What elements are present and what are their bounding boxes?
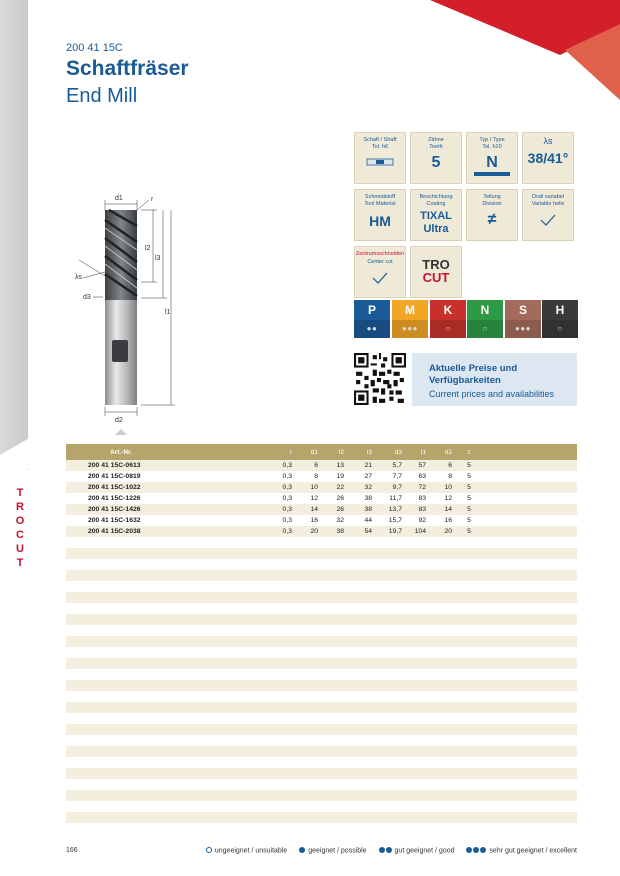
legend-text: ungeeignet / unsuitable bbox=[212, 847, 288, 855]
table-cell: 5 bbox=[467, 506, 471, 513]
table-cell: 10 bbox=[444, 484, 452, 491]
shaft-box: Schaft / Shaft Tol. h6 bbox=[354, 132, 406, 184]
type-box: Typ / Type Tol. h10 N bbox=[466, 132, 518, 184]
rating-dot-icon bbox=[379, 847, 385, 853]
table-cell: 26 bbox=[336, 506, 344, 513]
material-s bbox=[505, 300, 541, 338]
table-cell: 8 bbox=[314, 473, 318, 480]
table-cell: 10 bbox=[310, 484, 318, 491]
article-number: 200 41 15C-1022 bbox=[88, 484, 141, 491]
table-cell: 13,7 bbox=[388, 506, 402, 513]
table-cell: 5 bbox=[467, 484, 471, 491]
center-cut-box: Zentrumsschneiden Center cut bbox=[354, 246, 406, 298]
qr-code[interactable] bbox=[354, 353, 406, 405]
brand-letter: R bbox=[16, 501, 24, 513]
gray-band bbox=[0, 0, 28, 470]
table-cell: 5 bbox=[467, 495, 471, 502]
column-header: d1 bbox=[310, 448, 318, 456]
table-cell: 83 bbox=[418, 506, 426, 513]
article-table bbox=[66, 444, 577, 537]
rating-dot-icon bbox=[466, 847, 472, 853]
column-header: d2 bbox=[444, 448, 452, 456]
table-cell: 26 bbox=[336, 495, 344, 502]
material-letter: K bbox=[430, 300, 466, 320]
title-german: Schaftfräser bbox=[66, 57, 189, 80]
table-cell: 92 bbox=[418, 517, 426, 524]
article-number: 200 41 15C-2038 bbox=[88, 528, 141, 535]
rating-dot-icon bbox=[480, 847, 486, 853]
end-mill-drawing bbox=[75, 190, 205, 435]
table-cell: 63 bbox=[418, 473, 426, 480]
label-lambda: λs bbox=[75, 274, 82, 281]
rating-dot-icon bbox=[206, 847, 212, 853]
table-cell: 27 bbox=[364, 473, 372, 480]
page-header bbox=[66, 42, 189, 108]
table-cell: 6 bbox=[448, 462, 452, 469]
corner-decoration bbox=[430, 0, 620, 100]
column-header: Art.-Nr. bbox=[110, 448, 133, 456]
table-cell: 6 bbox=[314, 462, 318, 469]
column-header: z bbox=[467, 448, 471, 456]
article-number: 200 41 15C-0613 bbox=[88, 462, 141, 469]
table-cell: 44 bbox=[364, 517, 372, 524]
brand-letter: O bbox=[15, 515, 25, 527]
article-number: 200 41 15C-1426 bbox=[88, 506, 141, 513]
table-cell: 38 bbox=[364, 506, 372, 513]
article-number: 200 41 15C-1226 bbox=[88, 495, 141, 502]
page-number: 166 bbox=[66, 847, 78, 854]
checkmark-icon bbox=[371, 271, 389, 285]
brand-letter: T bbox=[16, 557, 24, 569]
table-cell: 0,3 bbox=[282, 506, 292, 513]
table-cell: 13 bbox=[336, 462, 344, 469]
table-row bbox=[66, 460, 577, 471]
table-cell: 0,3 bbox=[282, 528, 292, 535]
material-k bbox=[430, 300, 466, 338]
helix-box: λs 38/41° bbox=[522, 132, 574, 184]
table-cell: 11,7 bbox=[389, 495, 402, 502]
material-rating: ●●● bbox=[505, 320, 541, 338]
trocut-vertical-label bbox=[12, 486, 28, 570]
label-d2: d2 bbox=[115, 417, 123, 424]
table-cell: 83 bbox=[418, 495, 426, 502]
legend-text: sehr gut geeignet / excellent bbox=[487, 847, 577, 855]
table-cell: 19,7 bbox=[388, 528, 402, 535]
table-cell: 5 bbox=[467, 473, 471, 480]
table-row bbox=[66, 471, 577, 482]
table-cell: 72 bbox=[418, 484, 426, 491]
table-cell: 5 bbox=[467, 462, 471, 469]
left-side-band bbox=[0, 0, 30, 876]
table-cell: 54 bbox=[364, 528, 372, 535]
material-letter: P bbox=[354, 300, 390, 320]
label-l1: l1 bbox=[165, 309, 171, 316]
table-cell: 16 bbox=[444, 517, 452, 524]
table-cell: 21 bbox=[364, 462, 372, 469]
rating-dot-icon bbox=[299, 847, 305, 853]
table-row bbox=[66, 482, 577, 493]
table-cell: 14 bbox=[310, 506, 318, 513]
shaft-icon bbox=[365, 155, 395, 169]
table-cell: 20 bbox=[310, 528, 318, 535]
table-cell: 12 bbox=[444, 495, 452, 502]
article-number: 200 41 15C-0819 bbox=[88, 473, 141, 480]
rating-dot-icon bbox=[386, 847, 392, 853]
material-letter: N bbox=[467, 300, 503, 320]
table-cell: 20 bbox=[444, 528, 452, 535]
table-cell: 0,3 bbox=[282, 517, 292, 524]
checkmark-icon bbox=[539, 213, 557, 227]
teeth-box: Zähne Teeth 5 bbox=[410, 132, 462, 184]
table-cell: 0,3 bbox=[282, 495, 292, 502]
material-letter: H bbox=[542, 300, 578, 320]
table-cell: 32 bbox=[336, 517, 344, 524]
table-cell: 104 bbox=[414, 528, 426, 535]
article-number: 200 41 15C-1632 bbox=[88, 517, 141, 524]
table-cell: 8 bbox=[448, 473, 452, 480]
table-cell: 0,3 bbox=[282, 484, 292, 491]
table-cell: 16 bbox=[310, 517, 318, 524]
material-n bbox=[467, 300, 503, 338]
brand-letter: T bbox=[16, 487, 24, 499]
material-p bbox=[354, 300, 390, 338]
table-cell: 0,3 bbox=[282, 473, 292, 480]
table-row bbox=[66, 493, 577, 504]
table-cell: 19 bbox=[336, 473, 344, 480]
brand-letter: U bbox=[16, 543, 24, 555]
material-rating: ○ bbox=[430, 320, 466, 338]
variable-helix-box: Drall variabel Variable helix bbox=[522, 189, 574, 241]
table-cell: 7,7 bbox=[392, 473, 402, 480]
table-row bbox=[66, 504, 577, 515]
table-header bbox=[66, 444, 577, 460]
column-header: l3 bbox=[366, 448, 372, 456]
trocut-logo-line1: TRO bbox=[422, 257, 450, 272]
coating-box: Beschichtung Coating TIXAL Ultra bbox=[410, 189, 462, 241]
column-header: l1 bbox=[420, 448, 426, 456]
table-body bbox=[66, 460, 577, 537]
table-cell: 14 bbox=[444, 506, 452, 513]
material-rating: ●●● bbox=[392, 320, 428, 338]
material-m bbox=[392, 300, 428, 338]
legend-item bbox=[466, 847, 577, 855]
table-row bbox=[66, 526, 577, 537]
table-cell: 22 bbox=[336, 484, 344, 491]
table-cell: 38 bbox=[336, 528, 344, 535]
column-header: r bbox=[289, 448, 292, 456]
column-header: d3 bbox=[394, 448, 402, 456]
column-header: l2 bbox=[338, 448, 344, 456]
legend-text: gut geeignet / good bbox=[392, 847, 455, 855]
material-letter: S bbox=[505, 300, 541, 320]
legend-item bbox=[299, 847, 366, 855]
legend-text: geeignet / possible bbox=[306, 847, 367, 855]
table-cell: 5 bbox=[467, 517, 471, 524]
label-r: r bbox=[151, 196, 154, 203]
material-rating: ●● bbox=[354, 320, 390, 338]
price-availability-link[interactable]: Aktuelle Preise und Verfügbarkeiten Current prices and availabilities bbox=[412, 353, 577, 406]
legend-item bbox=[379, 847, 455, 855]
material-rating: ○ bbox=[542, 320, 578, 338]
table-cell: 5,7 bbox=[392, 462, 402, 469]
label-d1: d1 bbox=[115, 195, 123, 202]
label-l3: l3 bbox=[155, 255, 161, 262]
legend-item bbox=[206, 847, 287, 855]
title-english: End Mill bbox=[66, 85, 138, 107]
table-cell: 12 bbox=[310, 495, 318, 502]
table-row bbox=[66, 515, 577, 526]
rating-legend bbox=[206, 847, 577, 855]
tool-material-box: Schneidstoff Tool Material HM bbox=[354, 189, 406, 241]
material-h bbox=[542, 300, 578, 338]
table-cell: 15,7 bbox=[388, 517, 402, 524]
label-l2: l2 bbox=[145, 245, 151, 252]
material-letter: M bbox=[392, 300, 428, 320]
trocut-logo-line2: CUT bbox=[422, 270, 450, 285]
table-cell: 57 bbox=[418, 462, 426, 469]
table-cell: 32 bbox=[364, 484, 372, 491]
rating-dot-icon bbox=[473, 847, 479, 853]
brand-letter: C bbox=[16, 529, 24, 541]
table-cell: 5 bbox=[467, 528, 471, 535]
material-rating: ○ bbox=[467, 320, 503, 338]
label-d3: d3 bbox=[83, 294, 91, 301]
article-base-number: 200 41 15C bbox=[66, 42, 123, 54]
table-cell: 38 bbox=[364, 495, 372, 502]
empty-table-rows bbox=[66, 548, 577, 834]
trocut-logo-box bbox=[410, 246, 462, 298]
table-cell: 9,7 bbox=[392, 484, 402, 491]
table-cell: 0,3 bbox=[282, 462, 292, 469]
division-box: Teilung Division ≠ bbox=[466, 189, 518, 241]
